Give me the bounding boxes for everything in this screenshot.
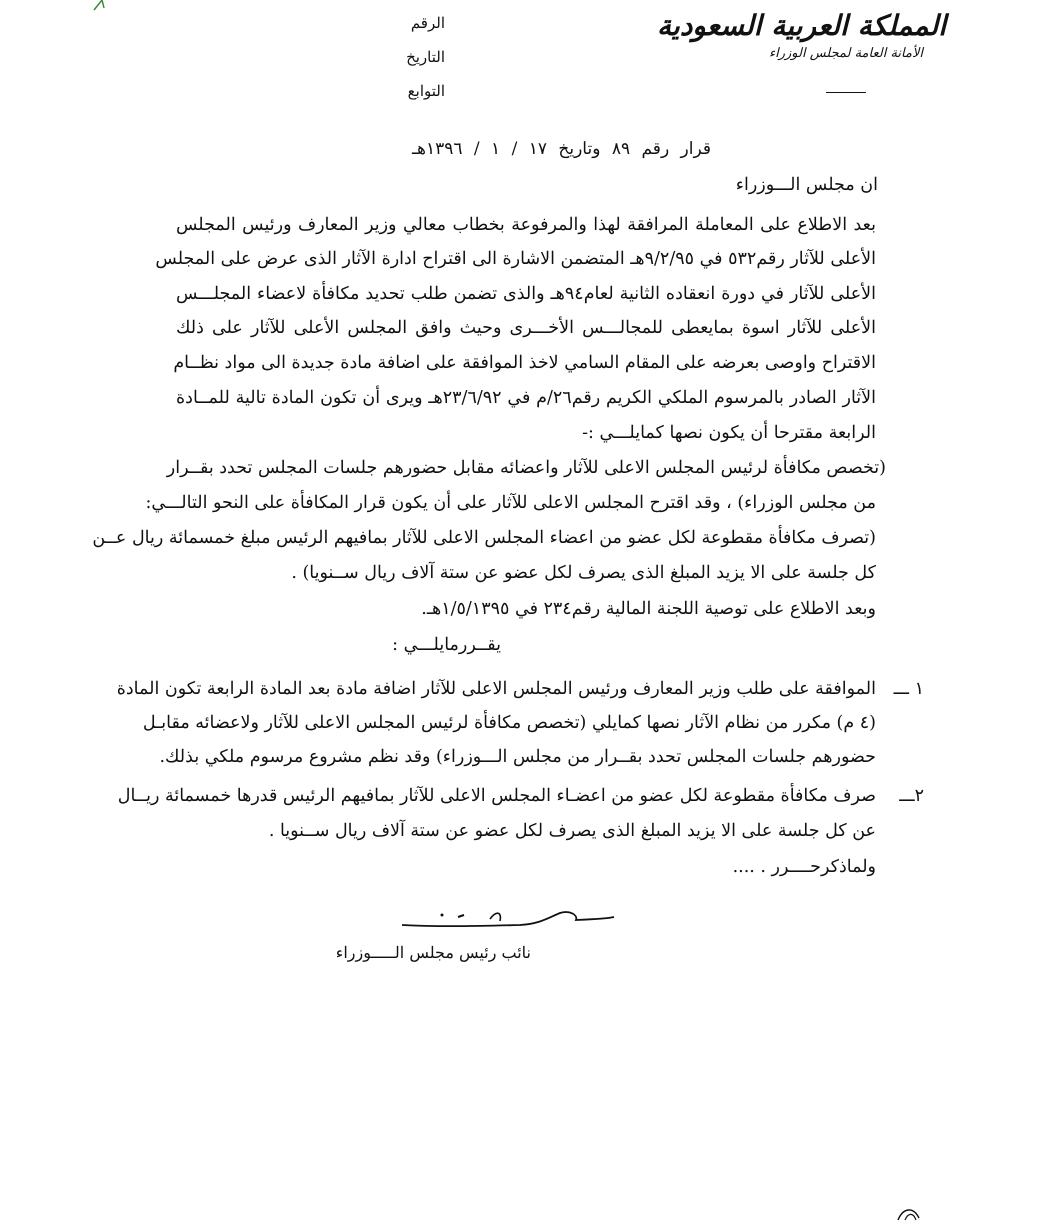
quoted-line: (تخصص مكافأة لرئيس المجلس الاعلى للآثار واعضائه مقابل حضورهم جلسات المجلس تحدد بقــرار	[166, 458, 886, 478]
paragraph-line: الأعلى للآثار في دورة انعقاده الثانية لعام٩٤هـ والذى تضمن طلب تحديد مكافأة لاعضاء المجلـــس	[176, 284, 876, 304]
item-line: عن كل جلسة على الا يزيد المبلغ الذى يصرف لكل عضو عن ستة آلاف ريال ســنويا .	[268, 821, 876, 841]
letterhead-kingdom: المملكة العربية السعودية	[657, 9, 946, 42]
addressee: ان مجلس الـــوزراء	[735, 175, 878, 195]
paragraph-line: وبعد الاطلاع على توصية اللجنة المالية رقم٢٣٤ في ١/٥/١٣٩٥هـ.	[421, 599, 876, 619]
paragraph-line: الاقتراح واوصى بعرضه على المقام السامي لاخذ الموافقة على اضافة مادة جديدة الى مواد نظــام	[173, 353, 876, 373]
date-label: التاريخ	[406, 48, 445, 66]
item-number: ١ ـــ	[893, 679, 924, 699]
letterhead-rule	[826, 92, 866, 93]
letterhead	[657, 6, 946, 93]
attachments-label: التوابع	[407, 82, 445, 100]
paragraph-line: بعد الاطلاع على المعاملة المرافقة لهذا والمرفوعة بخطاب معالي وزير المعارف ورئيس المجلس	[176, 215, 876, 235]
quoted-line: كل جلسة على الا يزيد المبلغ الذى يصرف لكل عضو عن ستة آلاف ريال ســنويا) .	[291, 563, 876, 583]
item-line: (٤ م) مكرر من نظام الآثار نصها كمايلي (تخصص مكافأة لرئيس المجلس الاعلى للآثار ولاعضائه مقابـل	[142, 713, 876, 733]
closing-line: ولماذكرحــــرر . ....	[732, 857, 876, 877]
item-number: ٢ـــ	[899, 786, 924, 806]
signatory-title: نائب رئيس مجلس الـــــوزراء	[335, 943, 531, 962]
decision-heading: يقــررمايلـــي :	[392, 635, 501, 655]
letterhead-secretariat: الأمانة العامة لمجلس الوزراء	[769, 46, 923, 61]
corner-pen-mark	[895, 1200, 925, 1222]
quoted-line: (تصرف مكافأة مقطوعة لكل عضو من اعضاء المجلس الاعلى للآثار بمافيهم الرئيس مبلغ خمسمائة ريال عــن	[92, 528, 876, 548]
item-line: الموافقة على طلب وزير المعارف ورئيس المجلس الاعلى للآثار اضافة مادة بعد المادة الرابعة تكون المادة	[116, 679, 876, 699]
item-line: حضورهم جلسات المجلس تحدد بقــرار من مجلس الـــوزراء) وقد نظم مشروع مرسوم ملكي بذلك.	[159, 747, 876, 767]
item-line: صرف مكافأة مقطوعة لكل عضو من اعضـاء المجلس الاعلى للآثار بمافيهم الرئيس قدرها خمسمائة ريــال	[117, 786, 876, 806]
paragraph-line: الآثار الصادر بالمرسوم الملكي الكريم رقم٢٦/م في ٢٣/٦/٩٢هـ ويرى أن تكون المادة تالية للمــادة	[176, 388, 877, 408]
number-label: الرقم	[410, 14, 445, 32]
quoted-line: من مجلس الوزراء) ، وقد اقترح المجلس الاعلى للآثار على أن يكون قرار المكافأة على النحو التالـــي:	[145, 493, 876, 513]
reference-block	[335, 6, 445, 108]
paragraph-line: الأعلى للآثار رقم٥٣٢ في ٩/٢/٩٥هـ المتضمن الاشارة الى اقتراح ادارة الآثار الذى عرض على المجلس	[155, 249, 876, 269]
signature-mark	[400, 905, 615, 935]
resolution-number-line: قرار رقم ٨٩ وتاريخ ١٧ / ١ / ١٣٩٦هـ	[412, 139, 711, 159]
corner-pen-mark	[92, 0, 112, 12]
paragraph-line: الأعلى للآثار اسوة بمايعطى للمجالـــس الأخـــرى وحيث وافق المجلس الأعلى للآثار على ذلك	[176, 318, 876, 338]
paragraph-line: الرابعة مقترحا أن يكون نصها كمايلـــي :-	[582, 423, 876, 443]
